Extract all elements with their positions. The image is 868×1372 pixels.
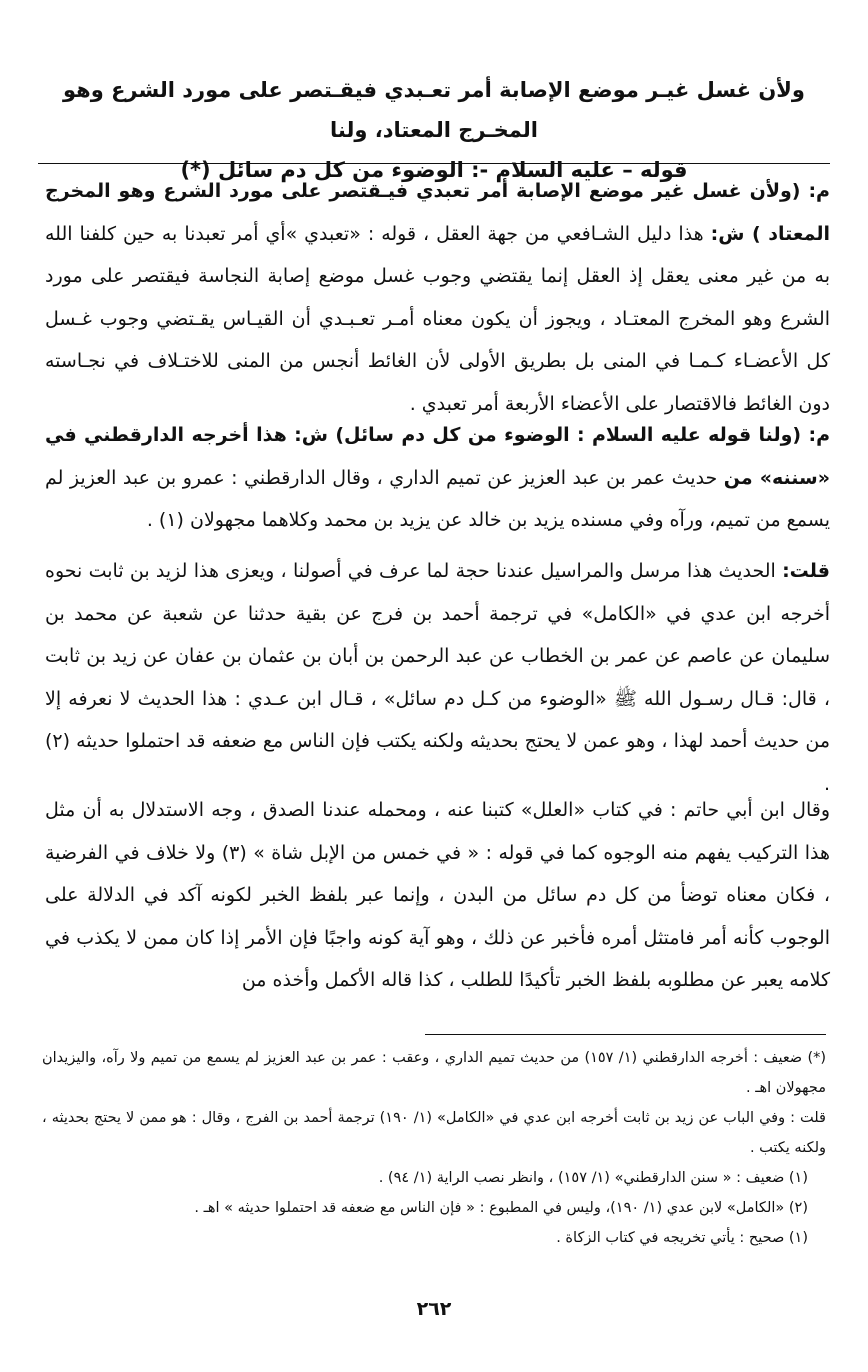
commentary-text-1: هذا دليل الشـافعي من جهة العقل ، قوله : «تعبدي »أي أمر تعبدنا به حين كلفنا الله به من غير معنى يعقل إذ العقل إنما يقتضي وجوب غسل موضع إصابة النجاسة فيقتصر على مورد الشرع وهو المخرج المعتـاد ، ويجوز أن يكون معناه أمـر تعـبـدي أن القيـاس يقـتضي وجوب غـسل كل الأعضـاء كـمـا في المنى بل بطريق الأولى لأن الغائط أنجس من المنى للاختـلاف في نجـاسته دون الغائط فالاقتصار على الأعضاء الأربعة أمر تعبدي .: [45, 222, 830, 415]
qult-label: قلت:: [782, 560, 830, 582]
commentary-paragraph-1: [45, 170, 830, 425]
footnote-1: (١) ضعيف : « سنن الدارقطني» (١/ ١٥٧) ، وانظر نصب الراية (١/ ٩٤) .: [378, 1170, 808, 1186]
footnote-star: (*) ضعيف : أخرجه الدارقطني (١/ ١٥٧) من حديث تميم الداري ، وعقب : عمر بن عبد العزيز لم يسمع من تميم ولا رآه، واليزيدان مجهولان اهـ .: [42, 1050, 827, 1096]
footnote-2: (٢) «الكامل» لابن عدي (١/ ١٩٠)، وليس في المطبوع : « فإن الناس مع ضعفه قد احتملوا حديثه » اهـ .: [194, 1200, 808, 1216]
commentary-text-4: وقال ابن أبي حاتم : في كتاب «العلل» كتبنا عنه ، ومحمله عندنا الصدق ، وجه الاستدلال به أن مثل هذا التركيب يفهم منه الوجوه كما في قوله : « في خمس من الإبل شاة » (٣) ولا خلاف في الفرضية ، فكان معناه توضأ من كل دم سائل من البدن ، وإنما عبر بلفظ الخبر لكونه آكد في الدلالة على الوجوب كأنه أمر فامتثل أمره فأخبر عن ذلك ، وهو آية كونه واجبًا فإن الأمر إذا كان ممن لا يكذب في كلامه يعبر عن مطلوبه بلفظ الخبر تأكيدًا للطلب ، كذا قاله الأكمل وأخذه من: [45, 799, 830, 991]
heading-divider: [38, 163, 830, 164]
commentary-paragraph-3: [45, 550, 830, 805]
matn-quote-2: م: (ولنا قوله عليه السلام : الوضوء من كل دم سائل) ش: هذا أخرجه الدارقطني في «سننه» من: [45, 424, 830, 489]
page-number: ٢٦٢: [416, 1298, 452, 1320]
matn-quote-1: م: (ولأن غسل غير موضع الإصابة أمر تعبدي فيـقتصر على مورد الشرع وهو المخرج المعتاد ) ش:: [45, 180, 831, 245]
commentary-text-3: الحديث هذا مرسل والمراسيل عندنا حجة لما عرف في أصولنا ، ويعزى هذا لزيد بن ثابت نحوه أخرجه ابن عدي في «الكامل» في ترجمة أحمد بن فرج عن بقية حدثنا عن شعبة عن محمد بن سليمان عن عاصم عن عمر بن الخطاب عن عبد الرحمن بن أبان بن عثمان بن عفان عن زيد بن ثابت ، قال: قـال رسـول الله ﷺ «الوضوء من كـل دم سائل» ، قـال ابن عـدي : هذا الحديث لا نعرفه إلا من حديث أحمد لهذا ، وهو عمن لا يحتج بحديثه ولكنه يكتب فإن الناس مع ضعفه قد احتملوا حديثه (٢) .: [45, 560, 830, 795]
commentary-paragraph-4: [45, 789, 830, 1002]
footnote-qult: قلت : وفي الباب عن زيد بن ثابت أخرجه ابن عدي في «الكامل» (١/ ١٩٠) ترجمة أحمد بن الفرج ، وقال : هو ممن لا يحتج بحديثه ، ولكنه يكتب .: [42, 1110, 826, 1156]
footnote-divider: [425, 1034, 826, 1035]
matn-heading-line-2: قوله – عليه السلام -: الوضوء من كل دم سائل (*): [180, 158, 688, 182]
commentary-text-2: حديث عمر بن عبد العزيز عن تميم الداري ، وقال الدارقطني : عمرو بن عبد العزيز لم يسمع من تميم، ورآه وفي مسنده يزيد بن خالد عن يزيد بن محمد وكلاهما مجهولان (١) .: [45, 466, 830, 531]
footnote-3: (١) صحيح : يأتي تخريجه في كتاب الزكاة .: [556, 1230, 808, 1246]
commentary-paragraph-2: [45, 414, 830, 542]
matn-heading-line-1: ولأن غسل غيـر موضع الإصابة أمر تعـبدي فيقـتصر على مورد الشرع وهو المخـرج المعتاد، ولنا: [62, 78, 805, 142]
footnotes: [42, 1043, 826, 1253]
